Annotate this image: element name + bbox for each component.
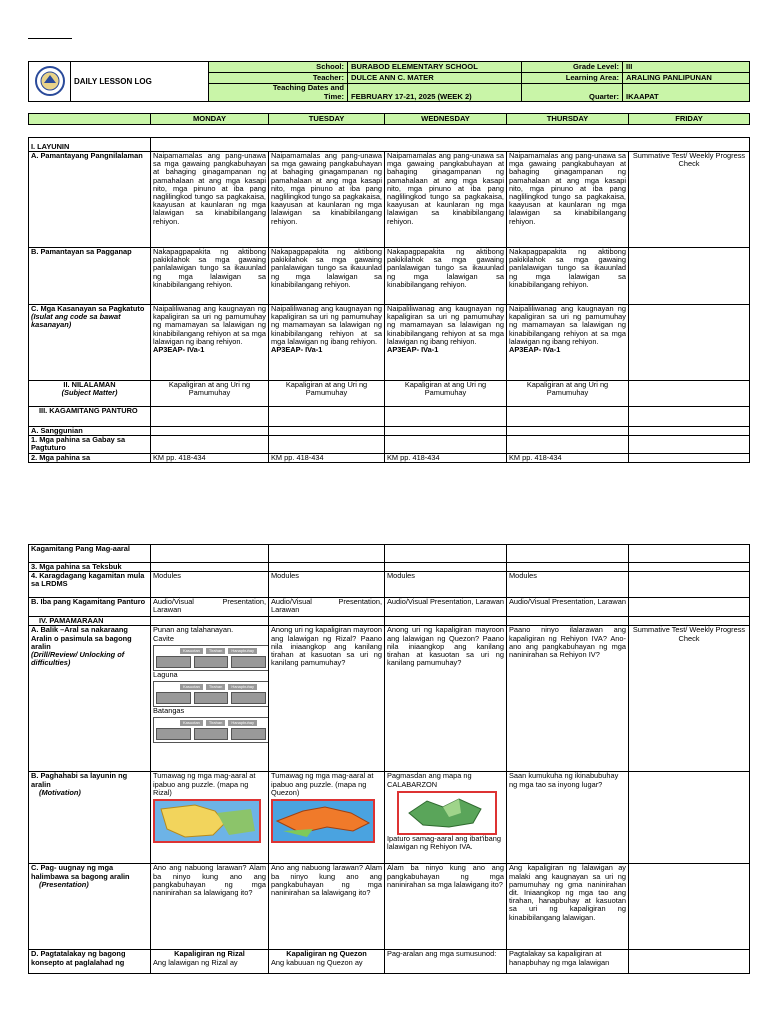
pahina-label: 2. Mga pahina sa (29, 454, 151, 463)
modules-thursday: Modules (507, 572, 629, 598)
grade-label: Grade Level: (522, 62, 623, 73)
av-monday: Audio/Visual Presentation, Larawan (151, 598, 269, 617)
a-monday: Naipamamalas ang pang-unawa sa mga gawaing pangkabuhayan at bahaging ginagampanan ng pamahalaan at ang mga kasapi nito, mga pinuno at iba pang naglilingkod tungo sa pagkakaisa, kaayusan at kaunlaran ng mga lalawigan sa kinabibilangang rehiyon. (151, 152, 269, 248)
fill-table-batangas: Kasuotan Tirahan Hanapbuhay (153, 717, 269, 743)
dates-label: Teaching Dates and Time: (209, 84, 348, 102)
day-thursday: THURSDAY (507, 114, 629, 125)
d-monday-cell: Kapaligiran ng Rizal Ang lalawigan ng Rizal ay (151, 950, 269, 974)
school-label: School: (209, 62, 348, 73)
b-tuesday-cell: Tumawag ng mga mag-aaral at ipabuo ang puzzle. (mapa ng Quezon) (269, 772, 385, 864)
b-monday: Nakapagpapakita ng aktibong pakikilahok sa mga gawaing panlalawigan tungo sa ikauunlad ng mga lalawigan sa kinabibilangang rehiyon. (151, 248, 269, 305)
day-wednesday: WEDNESDAY (385, 114, 507, 125)
kagamitang-mag-aaral-label: Kagamitang Pang Mag-aaral (29, 545, 151, 563)
a-monday-table-activity: Punan ang talahanayan. Cavite Kasuotan Tirahan Hanapbuhay Laguna Kasuotan Tirahan Hanapbuhay Batangas Kasuotan Tirahan Hanapbuhay (151, 626, 269, 772)
pamantayan-pagganap-label: B. Pamantayan sa Pagganap (29, 248, 151, 305)
day-friday: FRIDAY (629, 114, 750, 125)
d-tuesday-cell: Kapaligiran ng Quezon Ang kabuuan ng Quezon ay (269, 950, 385, 974)
days-header (28, 113, 750, 125)
deped-seal-icon (29, 62, 71, 102)
layunin-heading: I. LAYUNIN (29, 138, 151, 152)
rizal-map-image (153, 799, 261, 843)
c-wednesday: Naipaliliwanag ang kaugnayan ng kapaligiran sa uri ng pamumuhay ng mamamayan sa lalawigan ng kinabibilangang rehiyon at sa mga lalawigan ng ibang rehiyon. AP3EAP- IVa-1 (385, 305, 507, 381)
pamamaraan-heading: IV. PAMAMARAAN (29, 617, 151, 626)
c-tuesday: Naipaliliwanag ang kaugnayan ng kapaligiran sa uri ng pamumuhay ng mamamayan sa lalawigan ng kinabibilangang rehiyon at sa mga lalawigan ng ibang rehiyon. AP3EAP- IVa-1 (269, 305, 385, 381)
a-thursday: Naipamamalas ang pang-unawa sa mga gawaing pangkabuhayan at bahaging ginagampanan ng pamahalaan at ang mga kasapi nito, mga pinuno at iba pang naglilingkod tungo sa pagkakaisa, kaayusan at kaunlaran ng mga lalawigan sa kinabibilangang rehiyon. (507, 152, 629, 248)
modules-monday: Modules (151, 572, 269, 598)
km-thursday: KM pp. 418-434 (507, 454, 629, 463)
nilalaman-monday: Kapaligiran at ang Uri ng Pamumuhay (151, 381, 269, 407)
day-monday: MONDAY (151, 114, 269, 125)
c-thursday: Naipaliliwanag ang kaugnayan ng kapaligiran sa uri ng pamumuhay ng mamamayan sa lalawigan ng kinabibilangang rehiyon at sa mga lalawigan ng ibang rehiyon. AP3EAP- IVa-1 (507, 305, 629, 381)
lesson-table-part1 (28, 137, 750, 463)
pamantayang-pangnilalaman-label: A. Pamantayang Pangnilalaman (29, 152, 151, 248)
area-label: Learning Area: (522, 73, 623, 84)
a-thursday-text: Paano ninyo ilalarawan ang kapaligiran ng Rehiyon IVA? Ano-ano ang pangkabuhayan ng mga naninirahan sa Rehiyon IV? (507, 626, 629, 772)
nilalaman-wednesday: Kapaligiran at ang Uri ng Pamumuhay (385, 381, 507, 407)
nilalaman-tuesday: Kapaligiran at ang Uri ng Pamumuhay (269, 381, 385, 407)
grade-value: III (623, 62, 750, 73)
quarter-label: Quarter: (522, 84, 623, 102)
layunin-blank (151, 138, 750, 152)
balik-aral-label: A. Balik –Aral sa nakaraang Aralin o pasimula sa bagong aralin (Drill/Review/ Unlocking of difficulties) (29, 626, 151, 772)
dates-value: FEBRUARY 17-21, 2025 (WEEK 2) (348, 84, 522, 102)
log-title: DAILY LESSON LOG (71, 62, 209, 102)
calabarzon-map-image (397, 791, 497, 835)
c-friday (629, 305, 750, 381)
a-tuesday-text: Anong uri ng kapaligiran mayroon ang lalawigan ng Rizal? Paano nila iniaangkop ang kanilang tirahan at kasuotan sa uri ng kanilang pamumuhay? (269, 626, 385, 772)
nilalaman-thursday: Kapaligiran at ang Uri ng Pamumuhay (507, 381, 629, 407)
iba-pang-kagamitan-label: B. Iba pang Kagamitang Panturo (29, 598, 151, 617)
km-tuesday: KM pp. 418-434 (269, 454, 385, 463)
nilalaman-friday (629, 381, 750, 407)
b-tuesday: Nakapagpapakita ng aktibong pakikilahok sa mga gawaing panlalawigan tungo sa ikauunlad ng mga lalawigan sa kinabibilangang rehiyon. (269, 248, 385, 305)
sanggunian-label: A. Sanggunian (29, 427, 151, 436)
d-thursday-text: Pagtalakay sa kapaligiran at hanapbuhay ng mga lalawigan (507, 950, 629, 974)
modules-tuesday: Modules (269, 572, 385, 598)
c-thursday-text: Ang kapaligiran ng lalawigan ay malaki ang kaugnayan sa uri ng pamumuhay ng gma naninirahan dit. Iniaangkop ng mga tao ang tirahan, hanapbuhay at kasuotan sa uri ng kapaligiran ng kinabibilangang lalawigan. (507, 864, 629, 950)
b-monday-cell: Tumawag ng mga mag-aaral at ipabuo ang puzzle. (mapa ng Rizal) (151, 772, 269, 864)
teksbuk-label: 3. Mga pahina sa Teksbuk (29, 563, 151, 572)
b-wednesday-cell: Pagmasdan ang mapa ng CALABARZON Ipaturo samag-aaral ang ibat'ibang lalawigan ng Rehiyon IVA. (385, 772, 507, 864)
a-friday-text: Summative Test/ Weekly Progress Check (629, 626, 750, 772)
top-rule (28, 38, 72, 39)
teacher-label: Teacher: (209, 73, 348, 84)
modules-wednesday: Modules (385, 572, 507, 598)
d-wednesday-text: Pag-aralan ang mga sumusunod: (385, 950, 507, 974)
fill-table-laguna: Kasuotan Tirahan Hanapbuhay (153, 681, 269, 707)
km-monday: KM pp. 418-434 (151, 454, 269, 463)
batangas-label: Batangas (153, 706, 185, 716)
av-wednesday: Audio/Visual Presentation, Larawan (385, 598, 507, 617)
c-monday-text: Ano ang nabuong larawan? Alam ba ninyo kung ano ang pangkabuhayan ng mga naninirahan sa lalawigang ito? (151, 864, 269, 950)
pag-uugnay-label: C. Pag- uugnay ng mga halimbawa sa bagong aralin (Presentation) (29, 864, 151, 950)
lrdms-label: 4. Karagdagang kagamitan mula sa LRDMS (29, 572, 151, 598)
b-wednesday: Nakapagpapakita ng aktibong pakikilahok sa mga gawaing panlalawigan tungo sa ikauunlad ng mga lalawigan sa kinabibilangang rehiyon. (385, 248, 507, 305)
km-wednesday: KM pp. 418-434 (385, 454, 507, 463)
av-thursday: Audio/Visual Presentation, Larawan (507, 598, 629, 617)
laguna-label: Laguna (153, 669, 178, 679)
header-table (28, 61, 750, 102)
days-corner (29, 114, 151, 125)
area-value: ARALING PANLIPUNAN (623, 73, 750, 84)
a-friday: Summative Test/ Weekly Progress Check (629, 152, 750, 248)
day-tuesday: TUESDAY (269, 114, 385, 125)
school-value: BURABOD ELEMENTARY SCHOOL (348, 62, 522, 73)
lesson-table-part2 (28, 544, 750, 974)
fill-table-cavite: Kasuotan Tirahan Hanapbuhay (153, 645, 269, 671)
gabay-label: 1. Mga pahina sa Gabay sa Pagtuturo (29, 436, 151, 454)
c-tuesday-text: Ano ang nabuong larawan? Alam ba ninyo kung ano ang pangkabuhayan ng mga naninirahan sa lalawigang ito? (269, 864, 385, 950)
b-thursday: Nakapagpapakita ng aktibong pakikilahok sa mga gawaing panlalawigan tungo sa ikauunlad ng mga lalawigan sa kinabibilangang rehiyon. (507, 248, 629, 305)
b-thursday-cell: Saan kumukuha ng ikinabubuhay ng mga tao sa inyong lugar? (507, 772, 629, 864)
quezon-map-image (271, 799, 375, 843)
cavite-label: Cavite (153, 633, 174, 643)
kagamitang-panturo-label: III. KAGAMITANG PANTURO (29, 407, 151, 427)
paghahabi-label: B. Paghahabi sa layunin ng aralin (Motivation) (29, 772, 151, 864)
av-tuesday: Audio/Visual Presentation, Larawan (269, 598, 385, 617)
pagtatalakay-label: D. Pagtatalakay ng bagong konsepto at paglalahad ng (29, 950, 151, 974)
a-tuesday: Naipamamalas ang pang-unawa sa mga gawaing pangkabuhayan at bahaging ginagampanan ng pamahalaan at ang mga kasapi nito, mga pinuno at iba pang naglilingkod tungo sa pagkakaisa, kaayusan at kaunlaran ng mga lalawigan sa kinabibilangang rehiyon. (269, 152, 385, 248)
a-wednesday-text: Anong uri ng kapaligiran mayroon ang lalawigan ng Quezon? Paano nila iniaangkop ang kanilang tirahan at kasuotan sa uri ng kanilang pamumuhay? (385, 626, 507, 772)
c-monday: Naipaliliwanag ang kaugnayan ng kapaligiran sa uri ng pamumuhay ng mamamayan sa lalawigan ng kinabibilangang rehiyon at sa mga lalawigan ng ibang rehiyon. AP3EAP- IVa-1 (151, 305, 269, 381)
a-wednesday: Naipamamalas ang pang-unawa sa mga gawaing pangkabuhayan at bahaging ginagampanan ng pamahalaan at ang mga kasapi nito, mga pinuno at iba pang naglilingkod tungo sa pagkakaisa, kaayusan at kaunlaran ng mga lalawigan sa kinabibilangang rehiyon. (385, 152, 507, 248)
b-friday (629, 248, 750, 305)
quarter-value: IKAAPAT (623, 84, 750, 102)
kasanayan-label: C. Mga Kasanayan sa Pagkatuto (Isulat ang code sa bawat kasanayan) (29, 305, 151, 381)
nilalaman-label: II. NILALAMAN (Subject Matter) (29, 381, 151, 407)
teacher-value: DULCE ANN C. MATER (348, 73, 522, 84)
c-wednesday-text: Alam ba ninyo kung ano ang pangkabuhayan ng mga naninirahan sa mga lalawigang ito? (385, 864, 507, 950)
